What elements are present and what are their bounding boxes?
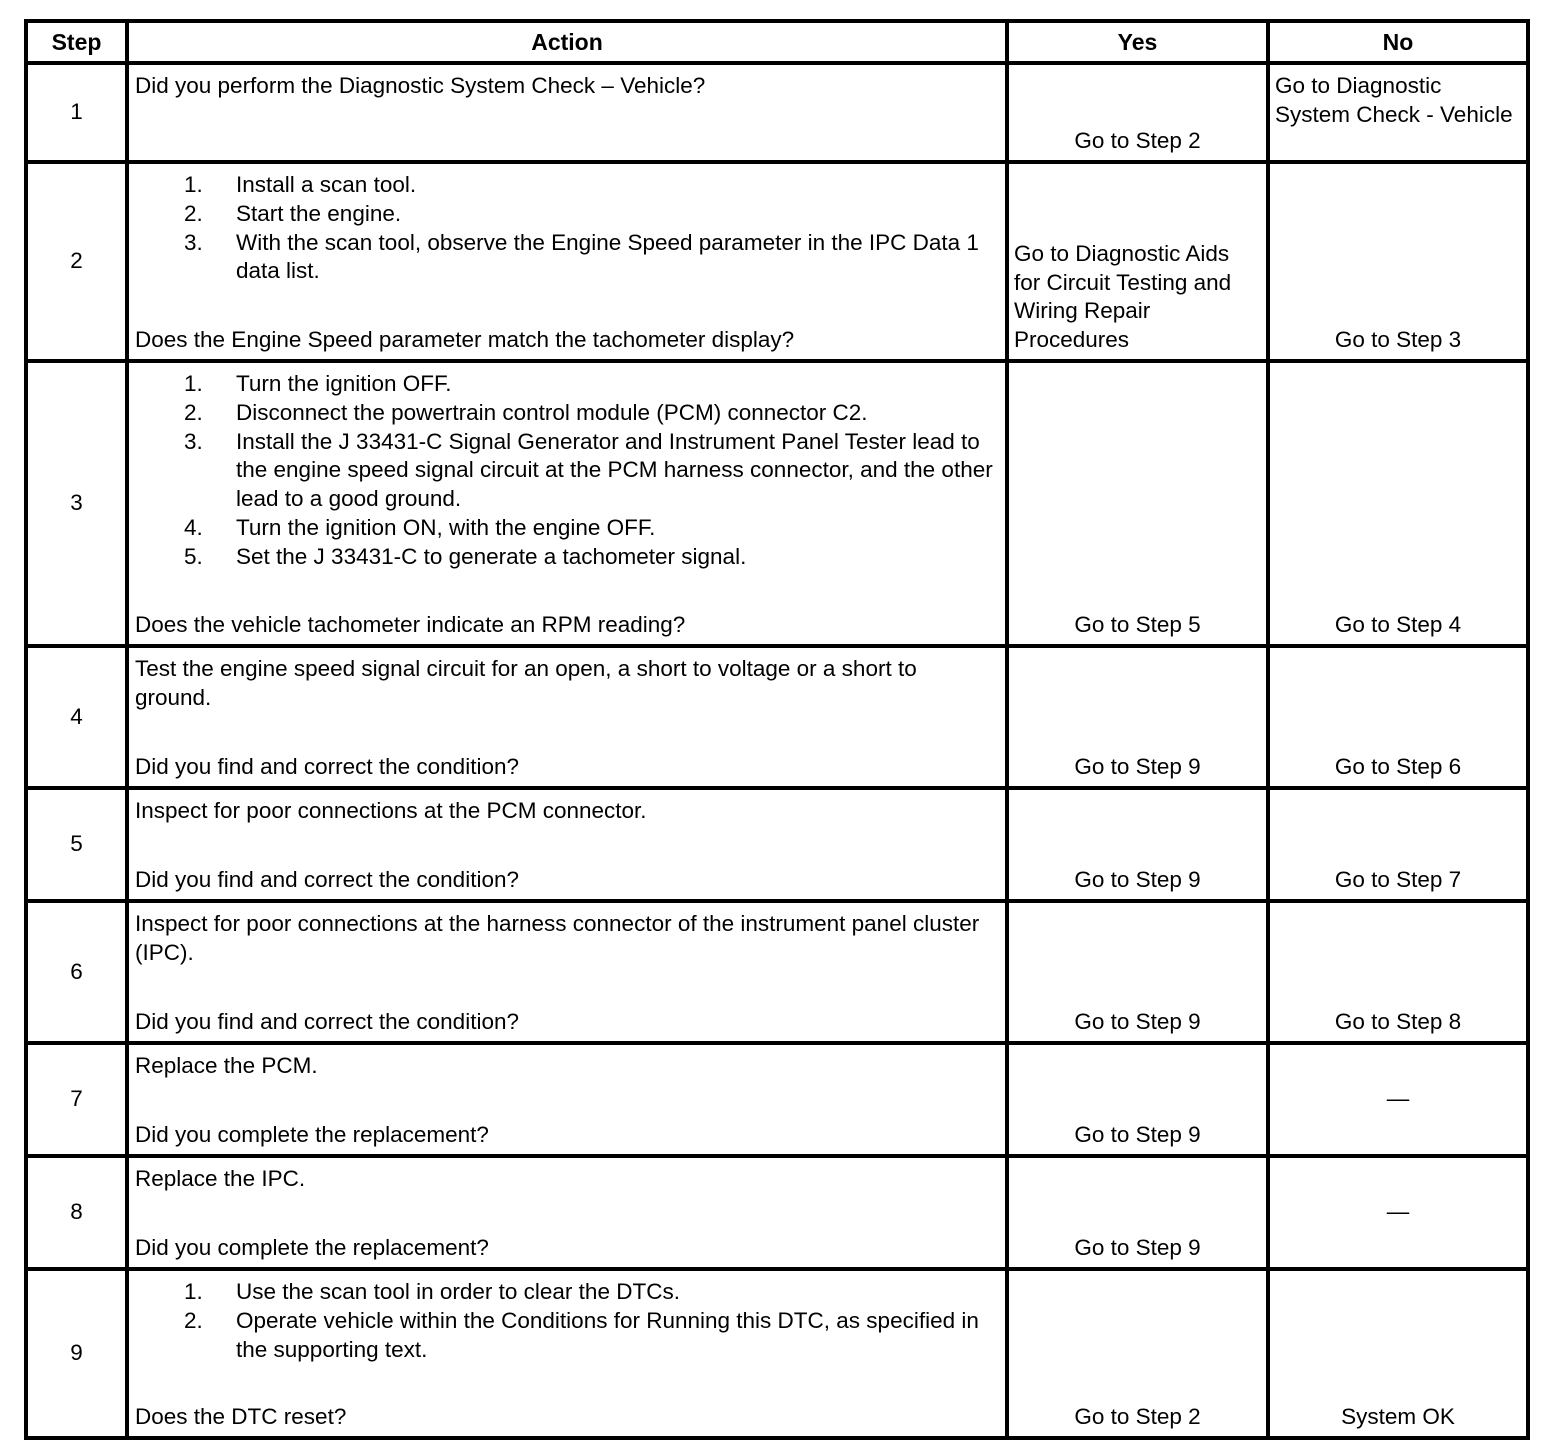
- table-row: [26, 1156, 1528, 1269]
- table-row: [26, 361, 1528, 646]
- action-cell: [127, 788, 1007, 901]
- no-cell: Go to Step 7: [1268, 788, 1528, 901]
- list-item: 2. Disconnect the powertrain control module (PCM) connector C2.: [184, 399, 868, 425]
- table-row: [26, 63, 1528, 162]
- diagnostic-table: [24, 19, 1530, 1440]
- table-row: [26, 646, 1528, 788]
- action-cell: [127, 361, 1007, 646]
- action-cell: [127, 63, 1007, 162]
- action-text: Inspect for poor connections at the harness connector of the instrument panel cluster (IPC).: [135, 911, 980, 965]
- no-cell: Go to Step 3: [1268, 162, 1528, 361]
- list-item: 4. Turn the ignition ON, with the engine OFF.: [184, 514, 656, 540]
- step-number: 8: [26, 1156, 127, 1269]
- action-question: Does the Engine Speed parameter match the tachometer display?: [135, 327, 795, 353]
- action-question: Does the vehicle tachometer indicate an RPM reading?: [135, 612, 686, 638]
- no-cell: Go to Step 4: [1268, 361, 1528, 646]
- action-question: Did you complete the replacement?: [135, 1122, 489, 1148]
- no-cell: —: [1268, 1043, 1528, 1156]
- action-text: Inspect for poor connections at the PCM connector.: [135, 798, 647, 823]
- yes-cell: Go to Step 2: [1007, 63, 1268, 162]
- action-cell: [127, 646, 1007, 788]
- action-cell: [127, 1156, 1007, 1269]
- step-number: 4: [26, 646, 127, 788]
- list-item: 1. Install a scan tool.: [184, 172, 417, 197]
- yes-cell: Go to Step 5: [1007, 361, 1268, 646]
- list-item: 2. Operate vehicle within the Conditions for Running this DTC, as specified in the supporting text.: [184, 1307, 979, 1362]
- step-number: 6: [26, 901, 127, 1043]
- action-text: Did you perform the Diagnostic System Check – Vehicle?: [135, 73, 706, 98]
- action-question: Did you complete the replacement?: [135, 1235, 489, 1261]
- step-number: 7: [26, 1043, 127, 1156]
- action-steps-list: [135, 171, 999, 286]
- action-question: Did you find and correct the condition?: [135, 754, 519, 780]
- action-cell: [127, 1269, 1007, 1438]
- action-text: Test the engine speed signal circuit for an open, a short to voltage or a short to ground.: [135, 656, 917, 710]
- table-row: [26, 1043, 1528, 1156]
- yes-cell: Go to Step 9: [1007, 646, 1268, 788]
- action-question: Does the DTC reset?: [135, 1404, 347, 1430]
- action-question: Did you find and correct the condition?: [135, 1009, 519, 1035]
- step-number: 5: [26, 788, 127, 901]
- header-step: Step: [26, 21, 127, 63]
- yes-cell: Go to Step 9: [1007, 1156, 1268, 1269]
- list-item: 3. Install the J 33431-C Signal Generator and Instrument Panel Tester lead to the engine speed signal circuit at the PCM harness connector, and the other lead to a good ground.: [184, 428, 993, 512]
- yes-cell: Go to Step 2: [1007, 1269, 1268, 1438]
- yes-cell: Go to Step 9: [1007, 1043, 1268, 1156]
- no-cell: —: [1268, 1156, 1528, 1269]
- action-text: Replace the PCM.: [135, 1053, 318, 1078]
- table-row: [26, 788, 1528, 901]
- no-cell: Go to Step 8: [1268, 901, 1528, 1043]
- header-action: Action: [127, 21, 1007, 63]
- action-text: Replace the IPC.: [135, 1166, 306, 1191]
- list-item: 5. Set the J 33431-C to generate a tachometer signal.: [184, 543, 747, 569]
- table-row: [26, 162, 1528, 361]
- yes-cell: Go to Diagnostic Aids for Circuit Testing and Wiring Repair Procedures: [1007, 162, 1268, 361]
- step-number: 1: [26, 63, 127, 162]
- step-number: 3: [26, 361, 127, 646]
- action-steps-list: [135, 1278, 999, 1364]
- list-item: 1. Use the scan tool in order to clear the DTCs.: [184, 1279, 680, 1304]
- step-number: 9: [26, 1269, 127, 1438]
- step-number: 2: [26, 162, 127, 361]
- no-cell: Go to Diagnostic System Check - Vehicle: [1268, 63, 1528, 162]
- yes-cell: Go to Step 9: [1007, 788, 1268, 901]
- table-row: [26, 901, 1528, 1043]
- action-steps-list: [135, 370, 999, 572]
- yes-cell: Go to Step 9: [1007, 901, 1268, 1043]
- header-row: [26, 21, 1528, 63]
- header-no: No: [1268, 21, 1528, 63]
- action-cell: [127, 901, 1007, 1043]
- action-cell: [127, 1043, 1007, 1156]
- action-cell: [127, 162, 1007, 361]
- list-item: 3. With the scan tool, observe the Engine Speed parameter in the IPC Data 1 data list.: [184, 229, 979, 284]
- header-yes: Yes: [1007, 21, 1268, 63]
- no-cell: System OK: [1268, 1269, 1528, 1438]
- list-item: 2. Start the engine.: [184, 200, 402, 226]
- list-item: 1. Turn the ignition OFF.: [184, 371, 452, 396]
- action-question: Did you find and correct the condition?: [135, 867, 519, 893]
- table-row: [26, 1269, 1528, 1438]
- no-cell: Go to Step 6: [1268, 646, 1528, 788]
